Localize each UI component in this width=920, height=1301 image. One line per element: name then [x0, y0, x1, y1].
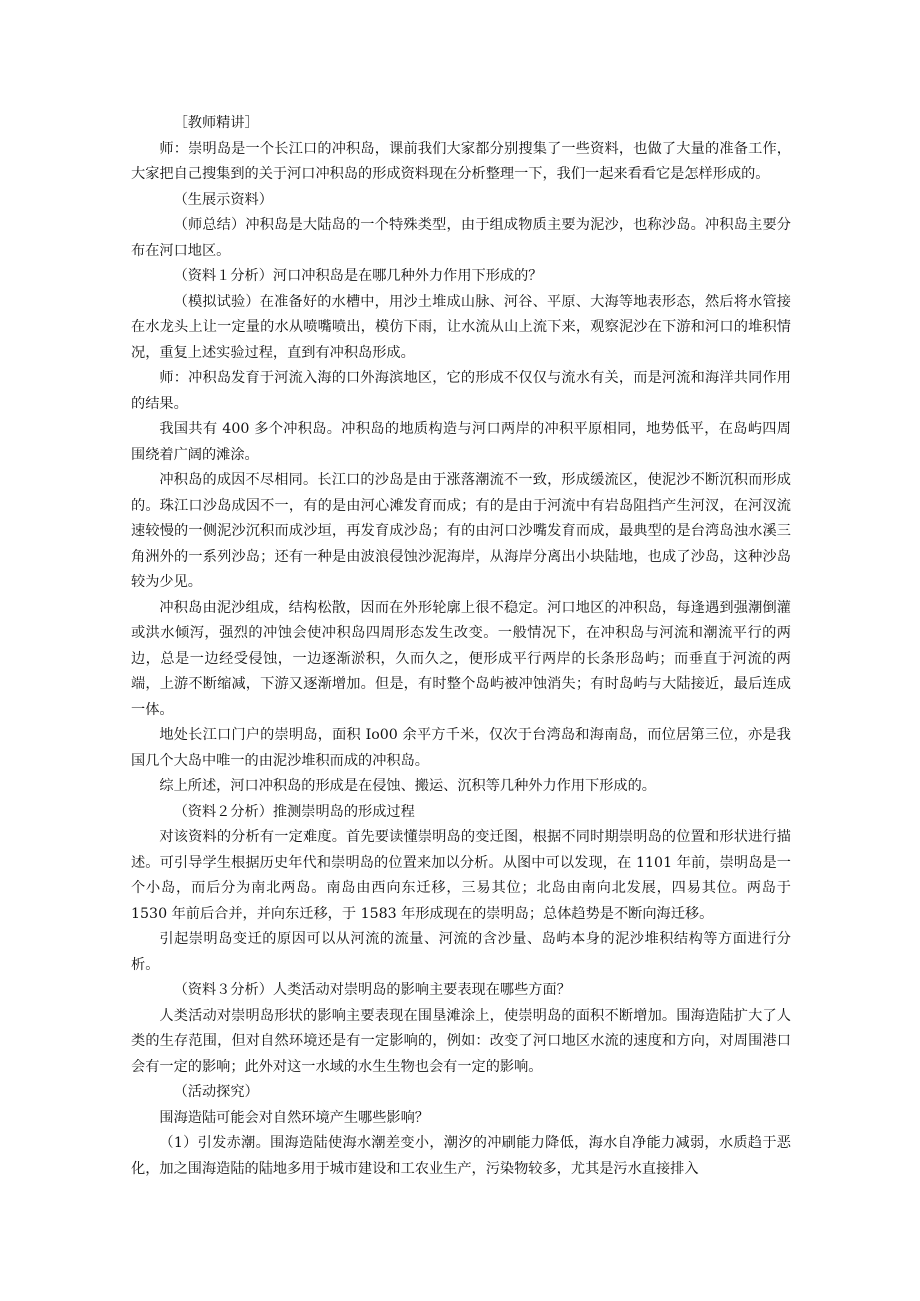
paragraph: 地处长江口门户的崇明岛，面积 Io00 余平方千米，仅次于台湾岛和海南岛，而位居第三位，亦是我国几个大岛中唯一的由泥沙堆积而成的冲积岛。 — [131, 727, 791, 769]
paragraph: 冲积岛由泥沙组成，结构松散，因而在外形轮廓上很不稳定。河口地区的冲积岛，每逢遇到强潮倒灌或洪水倾泻，强烈的冲蚀会使冲积岛四周形态发生改变。一般情况下，在冲积岛与河流和潮流平行的两边，总是一边经受侵蚀，一边逐渐淤积，久而久之，便形成平行两岸的长条形岛屿；而垂直于河流的两端，上游不断缩减，下游又逐渐增加。但是，有时整个岛屿被冲蚀消失；有时岛屿与大陆接近，最后连成一体。 — [131, 599, 791, 718]
paragraph: 我国共有 400 多个冲积岛。冲积岛的地质构造与河口两岸的冲积平原相同，地势低平，在岛屿四周围绕着广阔的滩涂。 — [131, 421, 791, 463]
paragraph: 围海造陆可能会对自然环境产生哪些影响？ — [159, 1109, 429, 1126]
paragraph: 师：冲积岛发育于河流入海的口外海滨地区，它的形成不仅仅与流水有关，而是河流和海洋共同作用的结果。 — [131, 370, 791, 412]
paragraph: （模拟试验）在准备好的水槽中，用沙土堆成山脉、河谷、平原、大海等地表形态，然后将水管接在水龙头上让一定量的水从喷嘴喷出，模仿下雨，让水流从山上流下来，观察泥沙在下游和河口的堆积情况，重复上述实验过程，直到有冲积岛形成。 — [131, 293, 791, 361]
paragraph: 引起崇明岛变迁的原因可以从河流的流量、河流的含沙量、岛屿本身的泥沙堆积结构等方面进行分析。 — [131, 931, 791, 973]
paragraph: （资料１分析）河口冲积岛是在哪几种外力作用下形成的？ — [173, 268, 543, 284]
paragraph: （师总结）冲积岛是大陆岛的一个特殊类型，由于组成物质主要为泥沙，也称沙岛。冲积岛主要分布在河口地区。 — [131, 217, 791, 259]
paragraph: （资料３分析）人类活动对崇明岛的影响主要表现在哪些方面？ — [173, 982, 571, 998]
paragraph: 综上所述，河口冲积岛的形成是在侵蚀、搬运、沉积等几种外力作用下形成的。 — [159, 778, 656, 794]
section-heading: ［教师精讲］ — [173, 115, 259, 131]
paragraph: 对该资料的分析有一定难度。首先要读懂崇明岛的变迁图，根据不同时期崇明岛的位置和形状进行描述。可引导学生根据历史年代和崇明岛的位置来加以分析。从图中可以发现，在 1101 年前，崇明岛是一个小岛，而后分为南北两岛。南岛由西向东迁移，三易其位；北岛由南向北发展，四易其位。两岛于 1530 年前后合并，并向东迁移，于 1583 年形成现在的崇明岛；总体趋势是不断向海迁移。 — [131, 829, 791, 922]
paragraph: 师：崇明岛是一个长江口的冲积岛，课前我们大家都分别搜集了一些资料，也做了大量的准备工作，大家把自己搜集到的关于河口冲积岛的形成资料现在分析整理一下，我们一起来看看它是怎样形成的。 — [131, 140, 791, 182]
paragraph: （活动探究） — [173, 1084, 259, 1100]
paragraph: （生展示资料） — [173, 191, 273, 208]
document-body — [131, 111, 791, 1182]
paragraph: （资料２分析）推测崇明岛的形成过程 — [173, 803, 415, 820]
paragraph: 人类活动对崇明岛形状的影响主要表现在围垦滩涂上，使崇明岛的面积不断增加。围海造陆扩大了人类的生存范围，但对自然环境还是有一定影响的，例如：改变了河口地区水流的速度和方向，对周围港口会有一定的影响；此外对这一水域的水生生物也会有一定的影响。 — [131, 1007, 791, 1075]
paragraph: 冲积岛的成因不尽相同。长江口的沙岛是由于涨落潮流不一致，形成缓流区，使泥沙不断沉积而形成的。珠江口沙岛成因不一，有的是由河心滩发育而成；有的是由于河流中有岩岛阻挡产生河汊，在河汊流速较慢的一侧泥沙沉积而成沙垣，再发育成沙岛；有的由河口沙嘴发育而成，最典型的是台湾岛浊水溪三角洲外的一系列沙岛；还有一种是由波浪侵蚀沙泥海岸，从海岸分离出小块陆地，也成了沙岛，这种沙岛较为少见。 — [131, 472, 791, 590]
paragraph: （1）引发赤潮。围海造陆使海水潮差变小，潮汐的冲刷能力降低，海水自净能力减弱，水质趋于恶化，加之围海造陆的陆地多用于城市建设和工农业生产，污染物较多，尤其是污水直接排入 — [131, 1135, 791, 1177]
